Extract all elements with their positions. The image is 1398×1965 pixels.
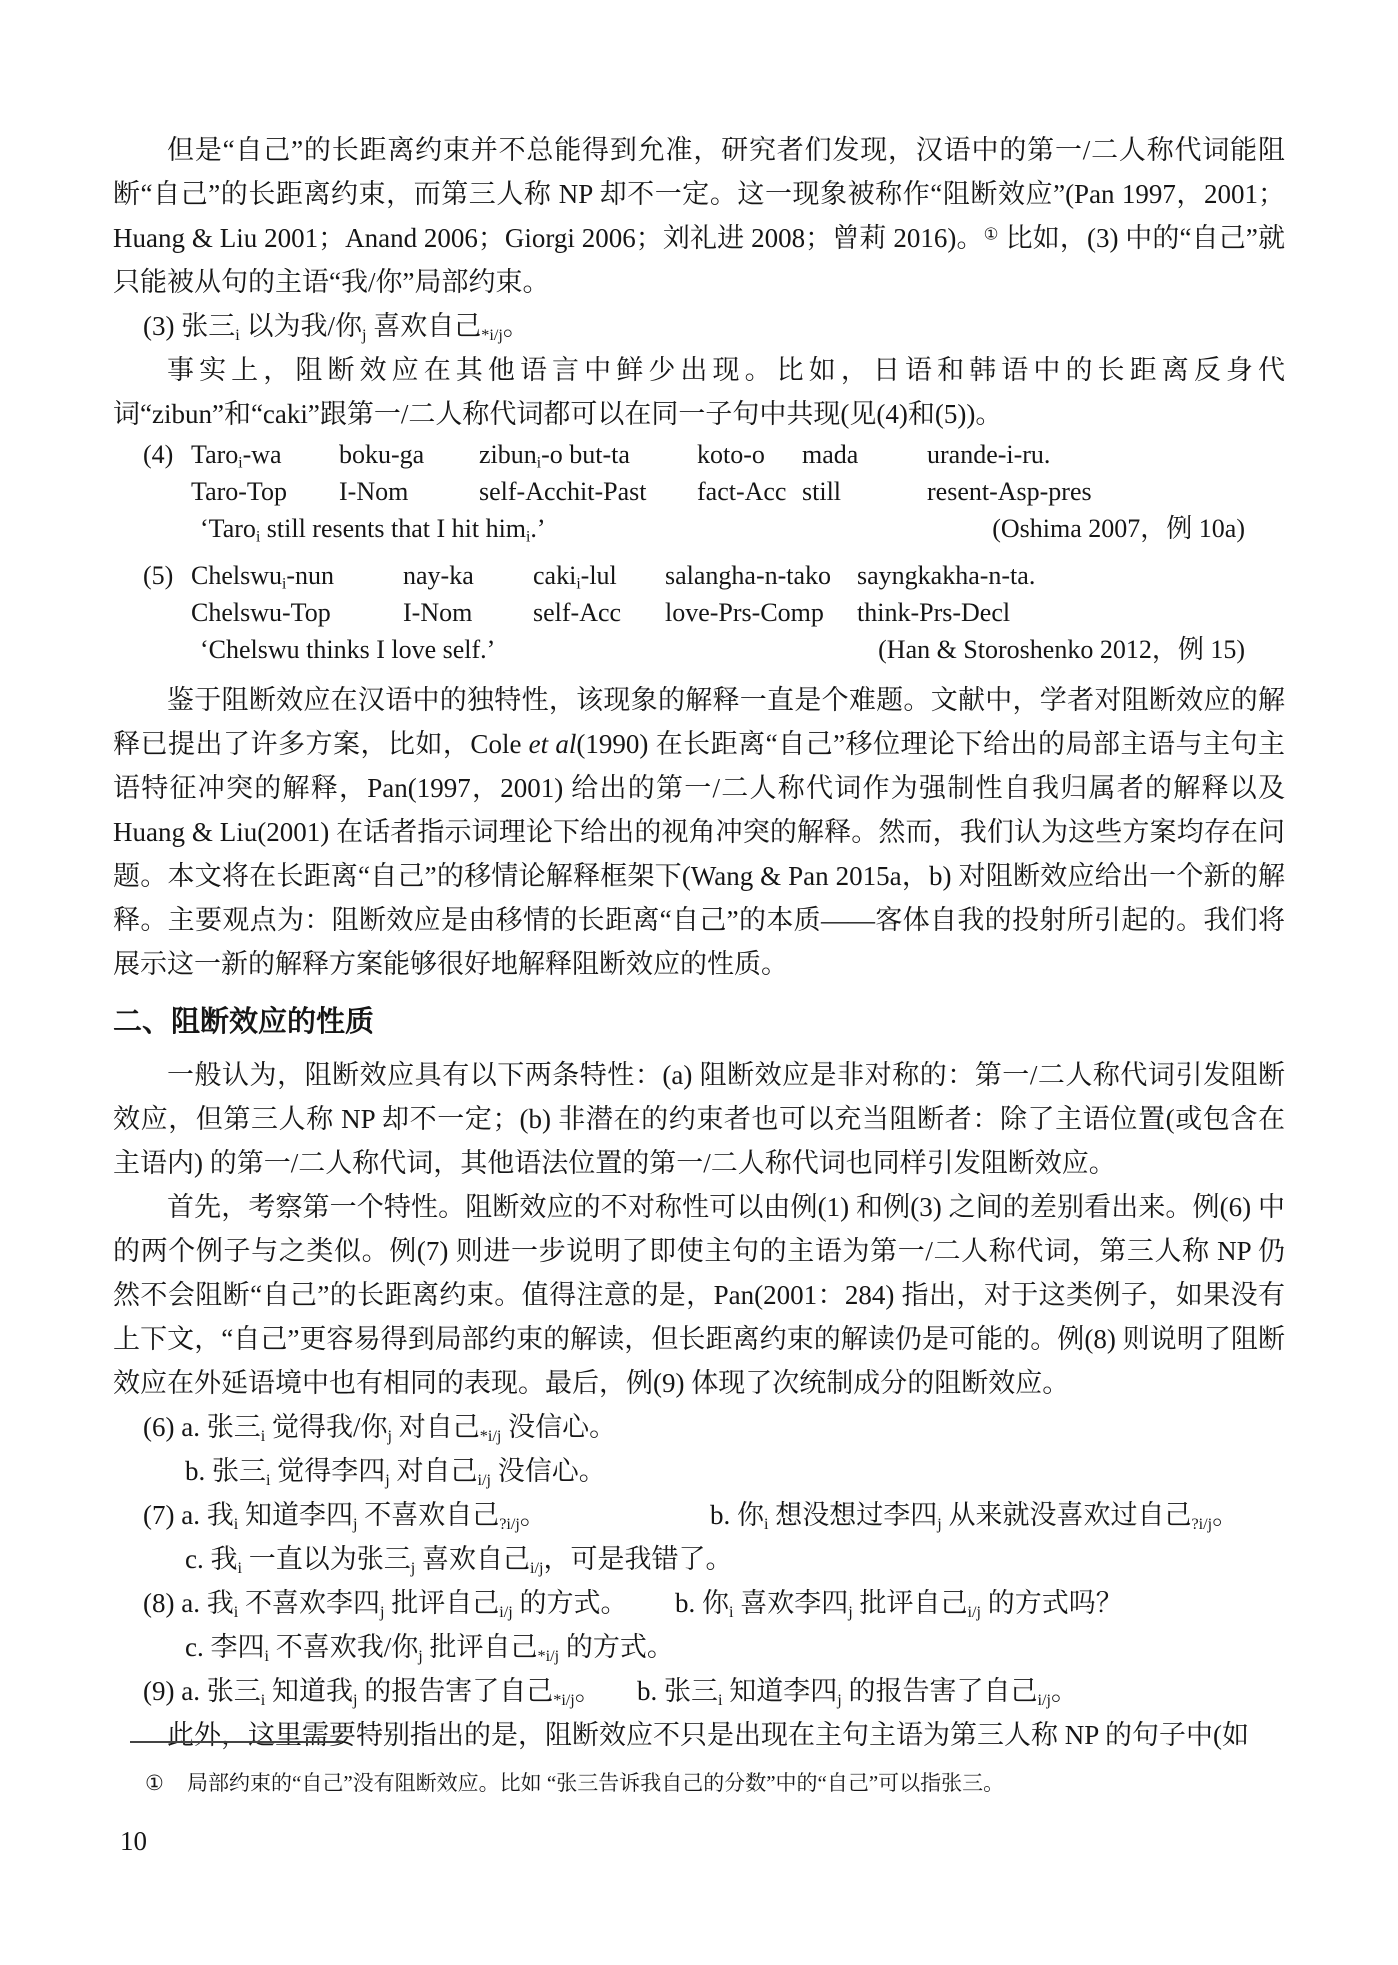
example-5 xyxy=(113,557,1285,668)
paragraph-2: 事实上，阻断效应在其他语言中鲜少出现。比如，日语和韩语中的长距离反身代词“zibun”和“caki”跟第一/二人称代词都可以在同一子句中共现(见(4)和(5))。 xyxy=(113,355,1285,429)
example-7a: (7) a. 我$_i$ 知道李四$_j$ 不喜欢自己$_{?i/j}$。 xyxy=(143,1500,547,1533)
paragraph-4: 一般认为，阻断效应具有以下两条特性：(a) 阻断效应是非对称的：第一/二人称代词引发阻断效应，但第三人称 NP 却不一定；(b) 非潜在的约束者也可以充当阻断者：除了主语位置(或包含在主语内) 的第一/二人称代词，其他语法位置的第一/二人称代词也同样引发阻断效应。 xyxy=(113,1060,1285,1178)
section-heading: 二、阻断效应的性质 xyxy=(113,1006,375,1038)
example-4-source-line: (4) Taro$_i$-wa boku-ga zibun$_i$-o but-ta koto-o mada urande-i-ru. xyxy=(143,436,1285,473)
example-5-source-line: (5) Chelswu$_i$-nun nay-ka caki$_i$-lul salangha-n-tako sayngkakha-n-ta. xyxy=(143,557,1285,594)
example-7c: c. 我$_i$ 一直以为张三$_j$ 喜欢自己$_{i/j}$，可是我错了。 xyxy=(185,1544,733,1577)
example-5-gloss-line: Chelswu-Top I-Nom self-Acc love-Prs-Comp think-Prs-Decl xyxy=(191,598,1011,627)
example-9ab xyxy=(113,1669,1285,1713)
example-8c: c. 李四$_i$ 不喜欢我/你$_j$ 批评自己$_{*i/j}$ 的方式。 xyxy=(185,1632,674,1665)
example-4-citation: (Oshima 2007，例 10a) xyxy=(992,514,1245,543)
paragraph-3: 鉴于阻断效应在汉语中的独特性，该现象的解释一直是个难题。文献中，学者对阻断效应的解释已提出了许多方案，比如，Cole et al(1990) 在长距离“自己”移位理论下给出的局部主语与主句主语特征冲突的解释，Pan(1997，2001) 给出的第一/二人称代词作为强制性自我归属者的解释以及 Huang & Liu(2001) 在话者指示词理论下给出的视角冲突的解释。然而，我们认为这些方案均存在问题。本文将在长距离“自己”的移情论解释框架下(Wang & Pan 2015a，b) 对阻断效应给出一个新的解释。主要观点为：阻断效应是由移情的长距离“自己”的本质——客体自我的投射所引起的。我们将展示这一新的解释方案能够很好地解释阻断效应的性质。 xyxy=(113,685,1285,979)
example-5-label: (5) xyxy=(143,561,174,590)
footnote xyxy=(145,1768,1290,1798)
example-5-translation-line xyxy=(143,631,1285,668)
example-4-translation: ‘Taro$_i$ still resents that I hit him$_i$.’ xyxy=(200,514,546,546)
paragraph-5: 首先，考察第一个特性。阻断效应的不对称性可以由例(1) 和例(3) 之间的差别看出来。例(6) 中的两个例子与之类似。例(7) 则进一步说明了即使主句的主语为第一/二人称代词，第三人称 NP 仍然不会阻断“自己”的长距离约束。值得注意的是，Pan(2001：284) 指出，对于这类例子，如果没有上下文，“自己”更容易得到局部约束的解读，但长距离约束的解读仍是可能的。例(8) 则说明了阻断效应在外延语境中也有相同的表现。最后，例(9) 体现了次统制成分的阻断效应。 xyxy=(113,1192,1285,1398)
example-7b: b. 你$_i$ 想没想过李四$_j$ 从来就没喜欢过自己$_{?i/j}$。 xyxy=(710,1500,1240,1533)
example-3: (3) 张三$_i$ 以为我/你$_j$ 喜欢自己$_{*i/j}$。 xyxy=(143,311,530,344)
example-5-translation: ‘Chelswu thinks I love self.’ xyxy=(200,635,496,664)
example-4-translation-line xyxy=(143,510,1285,547)
example-7ab xyxy=(113,1493,1285,1537)
example-9a: (9) a. 张三$_i$ 知道我$_j$ 的报告害了自己$_{*i/j}$。 xyxy=(143,1676,602,1709)
page-number: 10 xyxy=(120,1826,147,1856)
example-6a: (6) a. 张三$_i$ 觉得我/你$_j$ 对自己$_{*i/j}$ 没信心。 xyxy=(143,1412,617,1445)
footnote-divider xyxy=(130,1741,342,1743)
example-8ab xyxy=(113,1581,1285,1625)
example-4 xyxy=(113,436,1285,547)
example-8a: (8) a. 我$_i$ 不喜欢李四$_j$ 批评自己$_{i/j}$ 的方式。 xyxy=(143,1588,628,1621)
example-6b: b. 张三$_i$ 觉得李四$_j$ 对自己$_{i/j}$ 没信心。 xyxy=(185,1456,606,1489)
example-4-label: (4) xyxy=(143,440,174,469)
example-4-gloss-line: Taro-Top I-Nom self-Acchit-Past fact-Acc still resent-Asp-pres xyxy=(191,477,1092,506)
example-5-citation: (Han & Storoshenko 2012，例 15) xyxy=(878,635,1245,664)
example-8b: b. 你$_i$ 喜欢李四$_j$ 批评自己$_{i/j}$ 的方式吗？ xyxy=(675,1588,1123,1621)
example-9b: b. 张三$_i$ 知道李四$_j$ 的报告害了自己$_{i/j}$。 xyxy=(637,1676,1078,1709)
footnote-text: 局部约束的“自己”没有阻断效应。比如 “张三告诉我自己的分数”中的“自己”可以指张三。 xyxy=(187,1771,1005,1795)
page-body xyxy=(113,128,1285,1757)
footnote-marker: ① xyxy=(145,1771,164,1795)
paragraph-6: 此外，这里需要特别指出的是，阻断效应不只是出现在主句主语为第三人称 NP 的句子中(如 xyxy=(167,1720,1250,1750)
paragraph-1: 但是“自己”的长距离约束并不总能得到允准，研究者们发现，汉语中的第一/二人称代词能阻断“自己”的长距离约束，而第三人称 NP 却不一定。这一现象被称作“阻断效应”(Pan 1997，2001；Huang & Liu 2001；Anand 2006；Giorgi 2006；刘礼进 2008；曾莉 2016)。① 比如，(3) 中的“自己”就只能被从句的主语“我/你”局部约束。 xyxy=(113,135,1285,297)
